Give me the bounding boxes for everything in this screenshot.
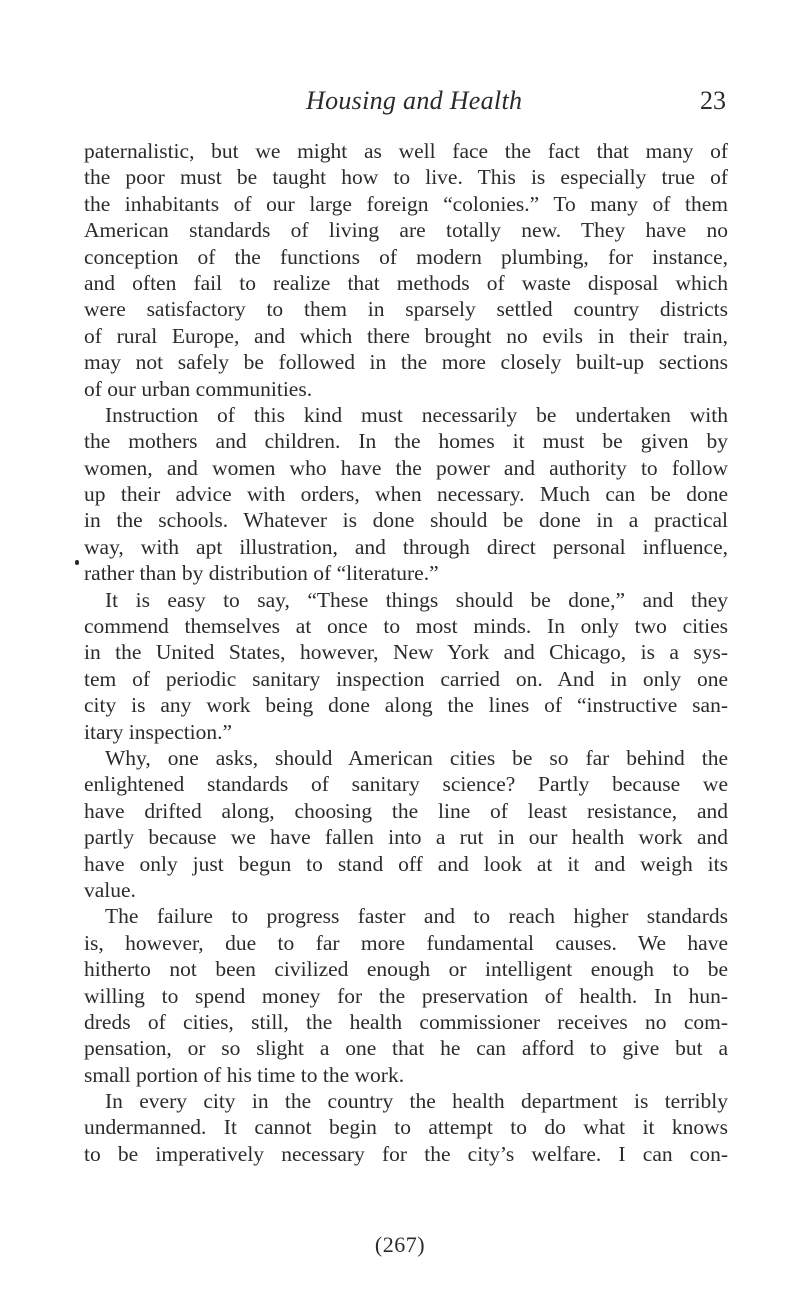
- text-line: the poor must be taught how to live. This is especially true of: [84, 165, 728, 190]
- text-line: enlightened standards of sanitary science? Partly because we: [84, 772, 728, 797]
- text-line: to be imperatively necessary for the city’s welfare. I can con-: [84, 1141, 728, 1166]
- text-line: may not safely be followed in the more closely built-up sections: [84, 350, 728, 375]
- text-line: the mothers and children. In the homes it must be given by: [84, 429, 728, 454]
- text-line: pensation, or so slight a one that he can afford to give but a: [84, 1036, 728, 1061]
- paragraph-start: It is easy to say, “These things should be done,” and they: [105, 587, 728, 612]
- page-number: (267): [374, 1232, 426, 1257]
- text-line: have only just begun to stand off and look at it and weigh its: [84, 851, 728, 876]
- text-line: of rural Europe, and which there brought no evils in their train,: [84, 323, 728, 348]
- running-title: Housing and Health: [306, 86, 523, 115]
- text-line: is, however, due to far more fundamental causes. We have: [84, 930, 728, 955]
- text-line: value.: [84, 877, 136, 902]
- text-line: conception of the functions of modern plumbing, for instance,: [84, 244, 728, 269]
- text-line: commend themselves at once to most minds. In only two cities: [84, 614, 728, 639]
- body-text: [84, 138, 728, 1167]
- paragraph-start: Instruction of this kind must necessarily be undertaken with: [105, 402, 728, 427]
- text-line: partly because we have fallen into a rut in our health work and: [84, 825, 728, 850]
- stray-ink-mark: [75, 560, 79, 565]
- text-line: were satisfactory to them in sparsely settled country districts: [84, 297, 728, 322]
- paragraph-start: The failure to progress faster and to reach higher standards: [105, 904, 728, 929]
- text-line: have drifted along, choosing the line of least resistance, and: [84, 798, 728, 823]
- text-line: up their advice with orders, when necessary. Much can be done: [84, 482, 728, 507]
- text-line: itary inspection.”: [84, 719, 233, 744]
- text-line: in the United States, however, New York and Chicago, is a sys-: [84, 640, 728, 665]
- text-line: of our urban communities.: [84, 376, 313, 401]
- folio-number: 23: [700, 86, 726, 115]
- text-line: hitherto not been civilized enough or intelligent enough to be: [84, 957, 728, 982]
- text-line: city is any work being done along the lines of “instructive san-: [84, 693, 728, 718]
- text-line: women, and women who have the power and authority to follow: [84, 455, 728, 480]
- text-line: the inhabitants of our large foreign “colonies.” To many of them: [84, 191, 728, 216]
- text-line: American standards of living are totally new. They have no: [84, 218, 728, 243]
- text-line: rather than by distribution of “literature.”: [84, 561, 439, 586]
- text-line: willing to spend money for the preservation of health. In hun-: [84, 983, 728, 1008]
- text-line: undermanned. It cannot begin to attempt to do what it knows: [84, 1115, 728, 1140]
- text-line: and often fail to realize that methods of waste disposal which: [84, 270, 728, 295]
- text-line: small portion of his time to the work.: [84, 1062, 405, 1087]
- text-line: paternalistic, but we might as well face the fact that many of: [84, 139, 728, 163]
- text-line: in the schools. Whatever is done should be done in a practical: [84, 508, 728, 533]
- text-line: dreds of cities, still, the health commissioner receives no com-: [84, 1009, 728, 1034]
- text-line: tem of periodic sanitary inspection carried on. And in only one: [84, 666, 728, 691]
- paragraph-start: In every city in the country the health department is terribly: [105, 1089, 728, 1114]
- text-line: way, with apt illustration, and through direct personal influence,: [84, 534, 728, 559]
- paragraph-start: Why, one asks, should American cities be so far behind the: [105, 745, 728, 770]
- running-head: [306, 86, 726, 118]
